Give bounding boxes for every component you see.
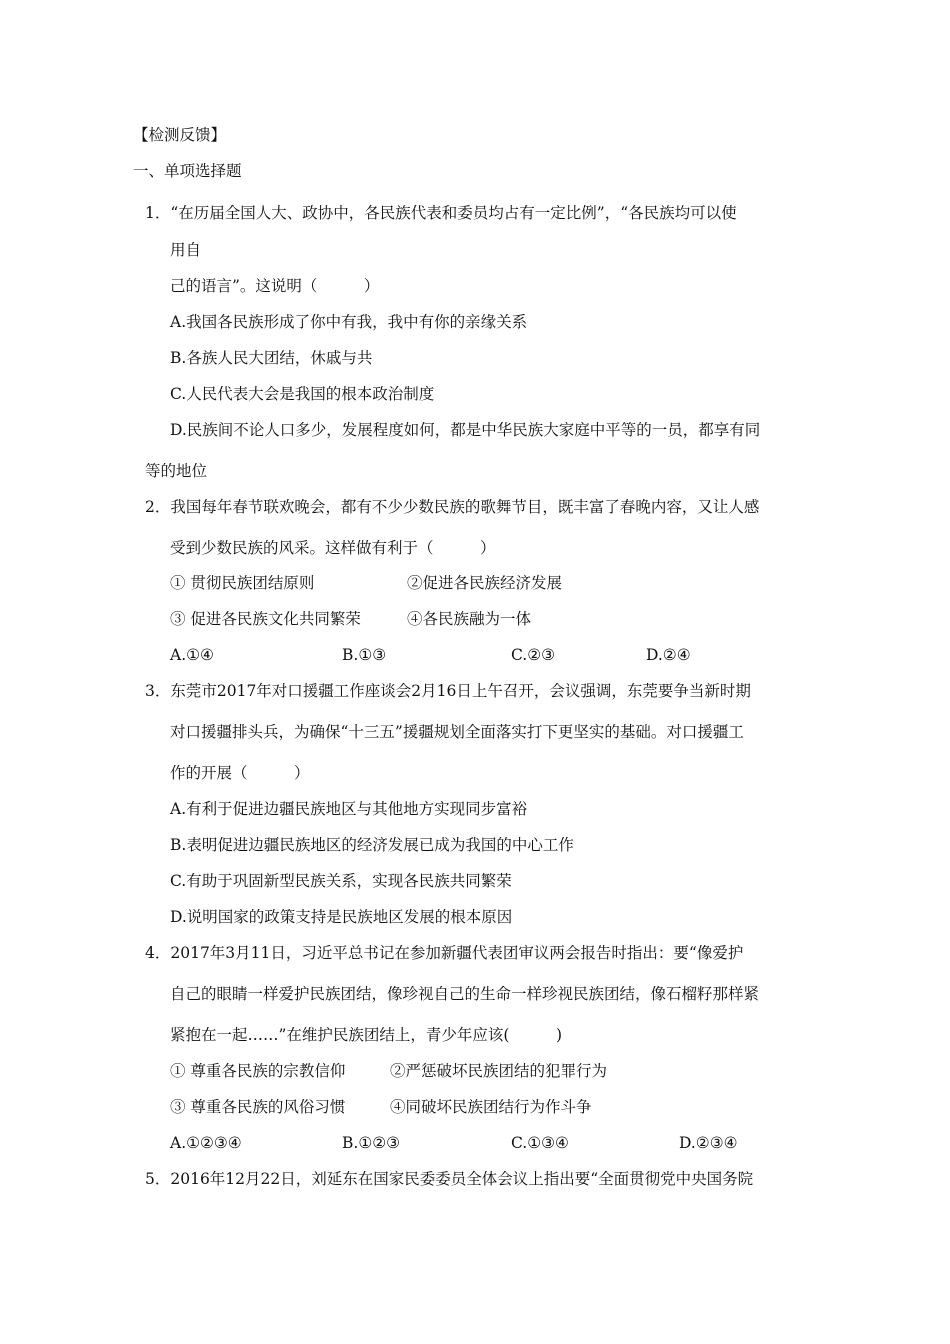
q3-option-b: B.表明促进边疆民族地区的经济发展已成为我国的中心工作 — [170, 836, 574, 854]
q4-stem-line2: 自己的眼睛一样爱护民族团结，像珍视自己的生命一样珍视民族团结，像石榴籽那样紧 — [170, 985, 760, 1003]
q4-stem-line3: 紧抱在一起……”在维护民族团结上，青少年应该( ) — [170, 1026, 563, 1044]
q2-statement-3: ③ 促进各民族文化共同繁荣 — [170, 610, 361, 628]
q3-stem-line3: 作的开展（ ） — [170, 764, 310, 782]
q1-stem-line1: 1．“在历届全国人大、政协中，各民族代表和委员均占有一定比例”，“各民族均可以使 — [145, 204, 737, 222]
q1-option-d-cont: 等的地位 — [145, 462, 208, 480]
q1-stem-line3: 己的语言”。这说明（ ） — [170, 277, 380, 295]
q4-option-d: D.②③④ — [679, 1134, 738, 1152]
q2-option-a: A.①④ — [170, 646, 214, 664]
q4-statement-2: ②严惩破坏民族团结的犯罪行为 — [390, 1062, 608, 1080]
q3-option-d: D.说明国家的政策支持是民族地区发展的根本原因 — [170, 908, 513, 926]
q4-statement-3: ③ 尊重各民族的风俗习惯 — [170, 1098, 346, 1116]
feedback-heading: 【检测反馈】 — [133, 126, 227, 144]
q2-statement-4: ④各民族融为一体 — [407, 610, 532, 628]
q2-statement-1: ① 贯彻民族团结原则 — [170, 574, 315, 592]
q1-option-d: D.民族间不论人口多少，发展程度如何，都是中华民族大家庭中平等的一员，都享有同 — [170, 421, 761, 439]
q1-stem-line2: 用自 — [170, 241, 202, 259]
q4-option-c: C.①③④ — [511, 1134, 569, 1152]
q4-stem-line1: 4．2017年3月11日，习近平总书记在参加新疆代表团审议两会报告时指出：要“像爱护 — [145, 944, 744, 962]
q4-option-a: A.①②③④ — [170, 1134, 242, 1152]
q1-option-a: A.我国各民族形成了你中有我，我中有你的亲缘关系 — [170, 313, 528, 331]
q1-option-b: B.各族人民大团结，休戚与共 — [170, 349, 373, 367]
q3-option-a: A.有利于促进边疆民族地区与其他地方实现同步富裕 — [170, 800, 528, 818]
q2-stem-line1: 2．我国每年春节联欢晚会，都有不少少数民族的歌舞节目，既丰富了春晚内容，又让人感 — [145, 498, 760, 516]
q3-option-c: C.有助于巩固新型民族关系，实现各民族共同繁荣 — [170, 872, 512, 890]
q2-statement-2: ②促进各民族经济发展 — [407, 574, 563, 592]
q4-option-b: B.①②③ — [342, 1134, 401, 1152]
q4-statement-4: ④同破坏民族团结行为作斗争 — [390, 1098, 592, 1116]
q2-stem-line2: 受到少数民族的风采。这样做有利于（ ） — [170, 539, 496, 557]
q2-option-c: C.②③ — [511, 646, 556, 664]
q2-option-d: D.②④ — [646, 646, 691, 664]
q2-option-b: B.①③ — [342, 646, 387, 664]
q4-statement-1: ① 尊重各民族的宗教信仰 — [170, 1062, 346, 1080]
q3-stem-line1: 3．东莞市2017年对口援疆工作座谈会2月16日上午召开，会议强调，东莞要争当新时期 — [145, 682, 751, 700]
q1-option-c: C.人民代表大会是我国的根本政治制度 — [170, 385, 435, 403]
section-title: 一、单项选择题 — [133, 162, 242, 180]
q5-stem-line1: 5．2016年12月22日，刘延东在国家民委委员全体会议上指出要“全面贯彻党中央国务院 — [145, 1170, 754, 1188]
q3-stem-line2: 对口援疆排头兵，为确保“十三五”援疆规划全面落实打下更坚实的基础。对口援疆工 — [170, 723, 744, 741]
